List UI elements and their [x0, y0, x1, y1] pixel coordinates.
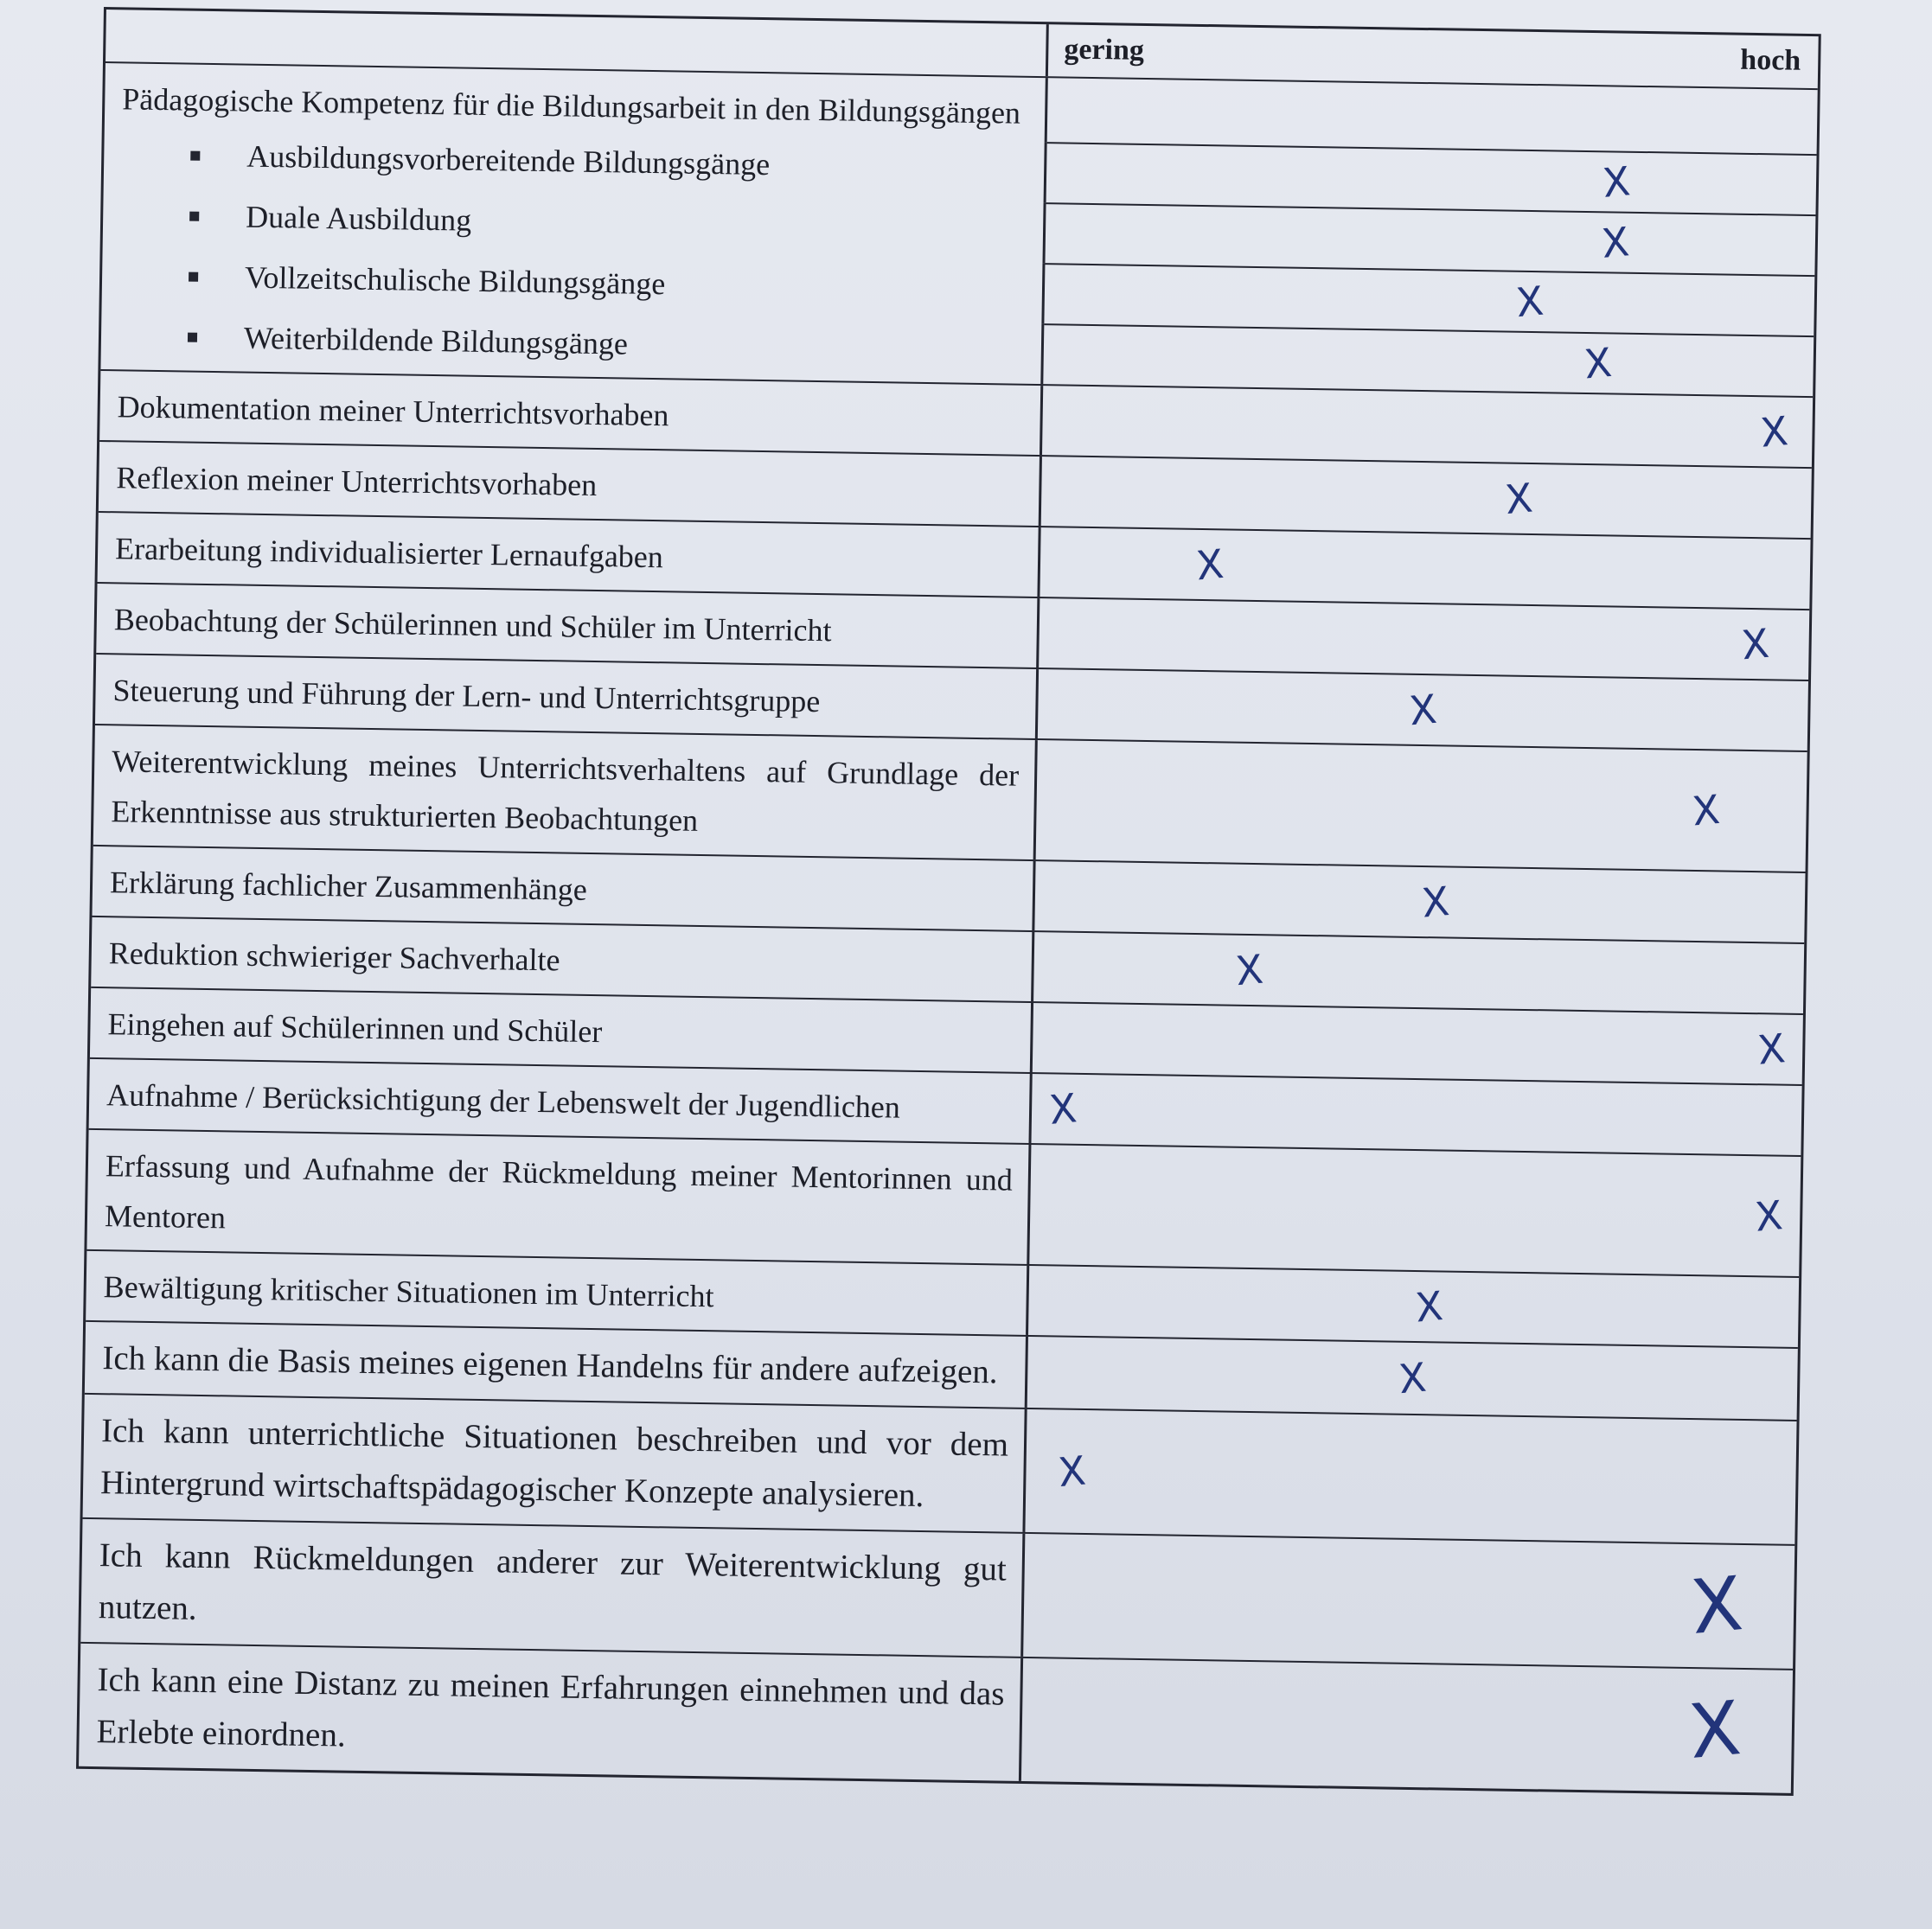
checkmark-x-icon: X	[1756, 1025, 1788, 1074]
rating-cell[interactable]	[1021, 1658, 1793, 1793]
criterion-label: Weiterentwicklung meines Unterrichtsverhaltens auf Grundlage der Erkenntnisse aus strukturierten Beobachtungen	[93, 725, 1038, 859]
criterion-label: Erklärung fachlicher Zusammenhänge	[92, 846, 1035, 930]
group-item-label: Duale Ausbildung	[245, 199, 472, 238]
group-title-scale-cell	[1047, 78, 1818, 154]
criterion-label: Ich kann die Basis meines eigenen Handelns für andere aufzeigen.	[85, 1322, 1028, 1408]
rating-cell[interactable]	[1025, 1409, 1796, 1544]
rating-cell[interactable]	[1034, 861, 1805, 942]
checkmark-x-icon: X	[1690, 785, 1723, 835]
criterion-label: Ich kann Rückmeldungen anderer zur Weiterentwicklung gut nutzen.	[80, 1519, 1025, 1657]
checkmark-x-icon: X	[1046, 1084, 1078, 1134]
checkmark-x-icon: X	[1513, 277, 1545, 327]
rating-cell[interactable]	[1033, 932, 1804, 1013]
criterion-label: Reflexion meiner Unterrichtsvorhaben	[99, 442, 1042, 526]
scale-low-label: gering	[1064, 33, 1145, 67]
rating-cell[interactable]	[1043, 323, 1814, 396]
criterion-label: Bewältigung kritischer Situationen im Unterricht	[86, 1251, 1029, 1335]
checkmark-x-icon: X	[1582, 338, 1614, 388]
rating-cell[interactable]	[1036, 740, 1807, 872]
checkmark-x-icon: X	[1233, 945, 1265, 995]
bullet-icon	[189, 212, 199, 221]
rating-cell[interactable]	[1031, 1074, 1801, 1155]
checkmark-x-icon: X	[1397, 1353, 1429, 1403]
checkmark-x-icon: X	[1599, 218, 1631, 267]
checkmark-x-icon: X	[1413, 1281, 1445, 1332]
criterion-label: Eingehen auf Schülerinnen und Schüler	[90, 988, 1033, 1072]
scale-high-label: hoch	[1740, 43, 1801, 77]
group-item-label: Weiterbildende Bildungsgänge	[243, 320, 629, 361]
rating-cell[interactable]	[1029, 1145, 1801, 1276]
criterion-label: Ich kann eine Distanz zu meinen Erfahrungen einnehmen und das Erlebte einordnen.	[79, 1644, 1023, 1781]
checkmark-x-icon: X	[1407, 685, 1439, 735]
checkmark-x-icon: X	[1757, 407, 1790, 457]
rating-cell[interactable]	[1039, 598, 1809, 680]
group-item-label: Vollzeitschulische Bildungsgänge	[244, 259, 666, 302]
group-row	[100, 63, 1817, 398]
bullet-icon	[190, 151, 200, 161]
rating-cell[interactable]	[1027, 1337, 1798, 1420]
bullet-icon	[189, 272, 198, 282]
group-subitems	[100, 127, 1816, 396]
criterion-label: Steuerung und Führung der Lern- und Unterrichtsgruppe	[95, 655, 1039, 738]
criterion-label: Erfassung und Aufnahme der Rückmeldung meiner Mentorinnen und Mentoren	[86, 1130, 1031, 1264]
criterion-label: Ich kann unterrichtliche Situationen beschreiben und vor dem Hintergrund wirtschaftspädagogischer Konzepte analysieren.	[83, 1395, 1027, 1532]
checkmark-x-icon: X	[1739, 619, 1771, 669]
scale-header-cell	[1048, 24, 1819, 88]
rating-cell[interactable]	[1041, 457, 1812, 538]
criterion-label: Reduktion schwieriger Sachverhalte	[91, 917, 1034, 1001]
bullet-icon	[188, 333, 197, 342]
criterion-label: Beobachtung der Schülerinnen und Schüler im Unterricht	[96, 584, 1040, 667]
checkmark-x-icon: X	[1687, 1561, 1746, 1651]
rating-cell[interactable]	[1023, 1534, 1794, 1669]
self-assessment-table	[76, 7, 1821, 1796]
rating-cell[interactable]	[1033, 1003, 1803, 1084]
group-title: Pädagogische Kompetenz für die Bildungsarbeit in den Bildungsgängen	[105, 63, 1048, 142]
checkmark-x-icon: X	[1502, 474, 1535, 524]
rating-cell[interactable]	[1040, 527, 1810, 609]
checkmark-x-icon: X	[1056, 1447, 1089, 1497]
checkmark-x-icon: X	[1419, 878, 1451, 927]
group-item-label: Ausbildungsvorbereitende Bildungsgänge	[246, 138, 771, 182]
criterion-label: Aufnahme / Berücksichtigung der Lebenswelt der Jugendlichen	[89, 1059, 1033, 1143]
rating-cell[interactable]	[1042, 386, 1813, 467]
checkmark-x-icon: X	[1686, 1685, 1744, 1776]
checkmark-x-icon: X	[1753, 1191, 1785, 1241]
checkmark-x-icon: X	[1193, 540, 1225, 590]
criterion-label: Erarbeitung individualisierter Lernaufgaben	[98, 513, 1041, 597]
criterion-label: Dokumentation meiner Unterrichtsvorhaben	[99, 371, 1043, 455]
rating-cell[interactable]	[1038, 669, 1808, 751]
checkmark-x-icon: X	[1600, 157, 1632, 207]
rating-cell[interactable]	[1028, 1266, 1799, 1347]
assessment-row	[79, 1644, 1793, 1793]
